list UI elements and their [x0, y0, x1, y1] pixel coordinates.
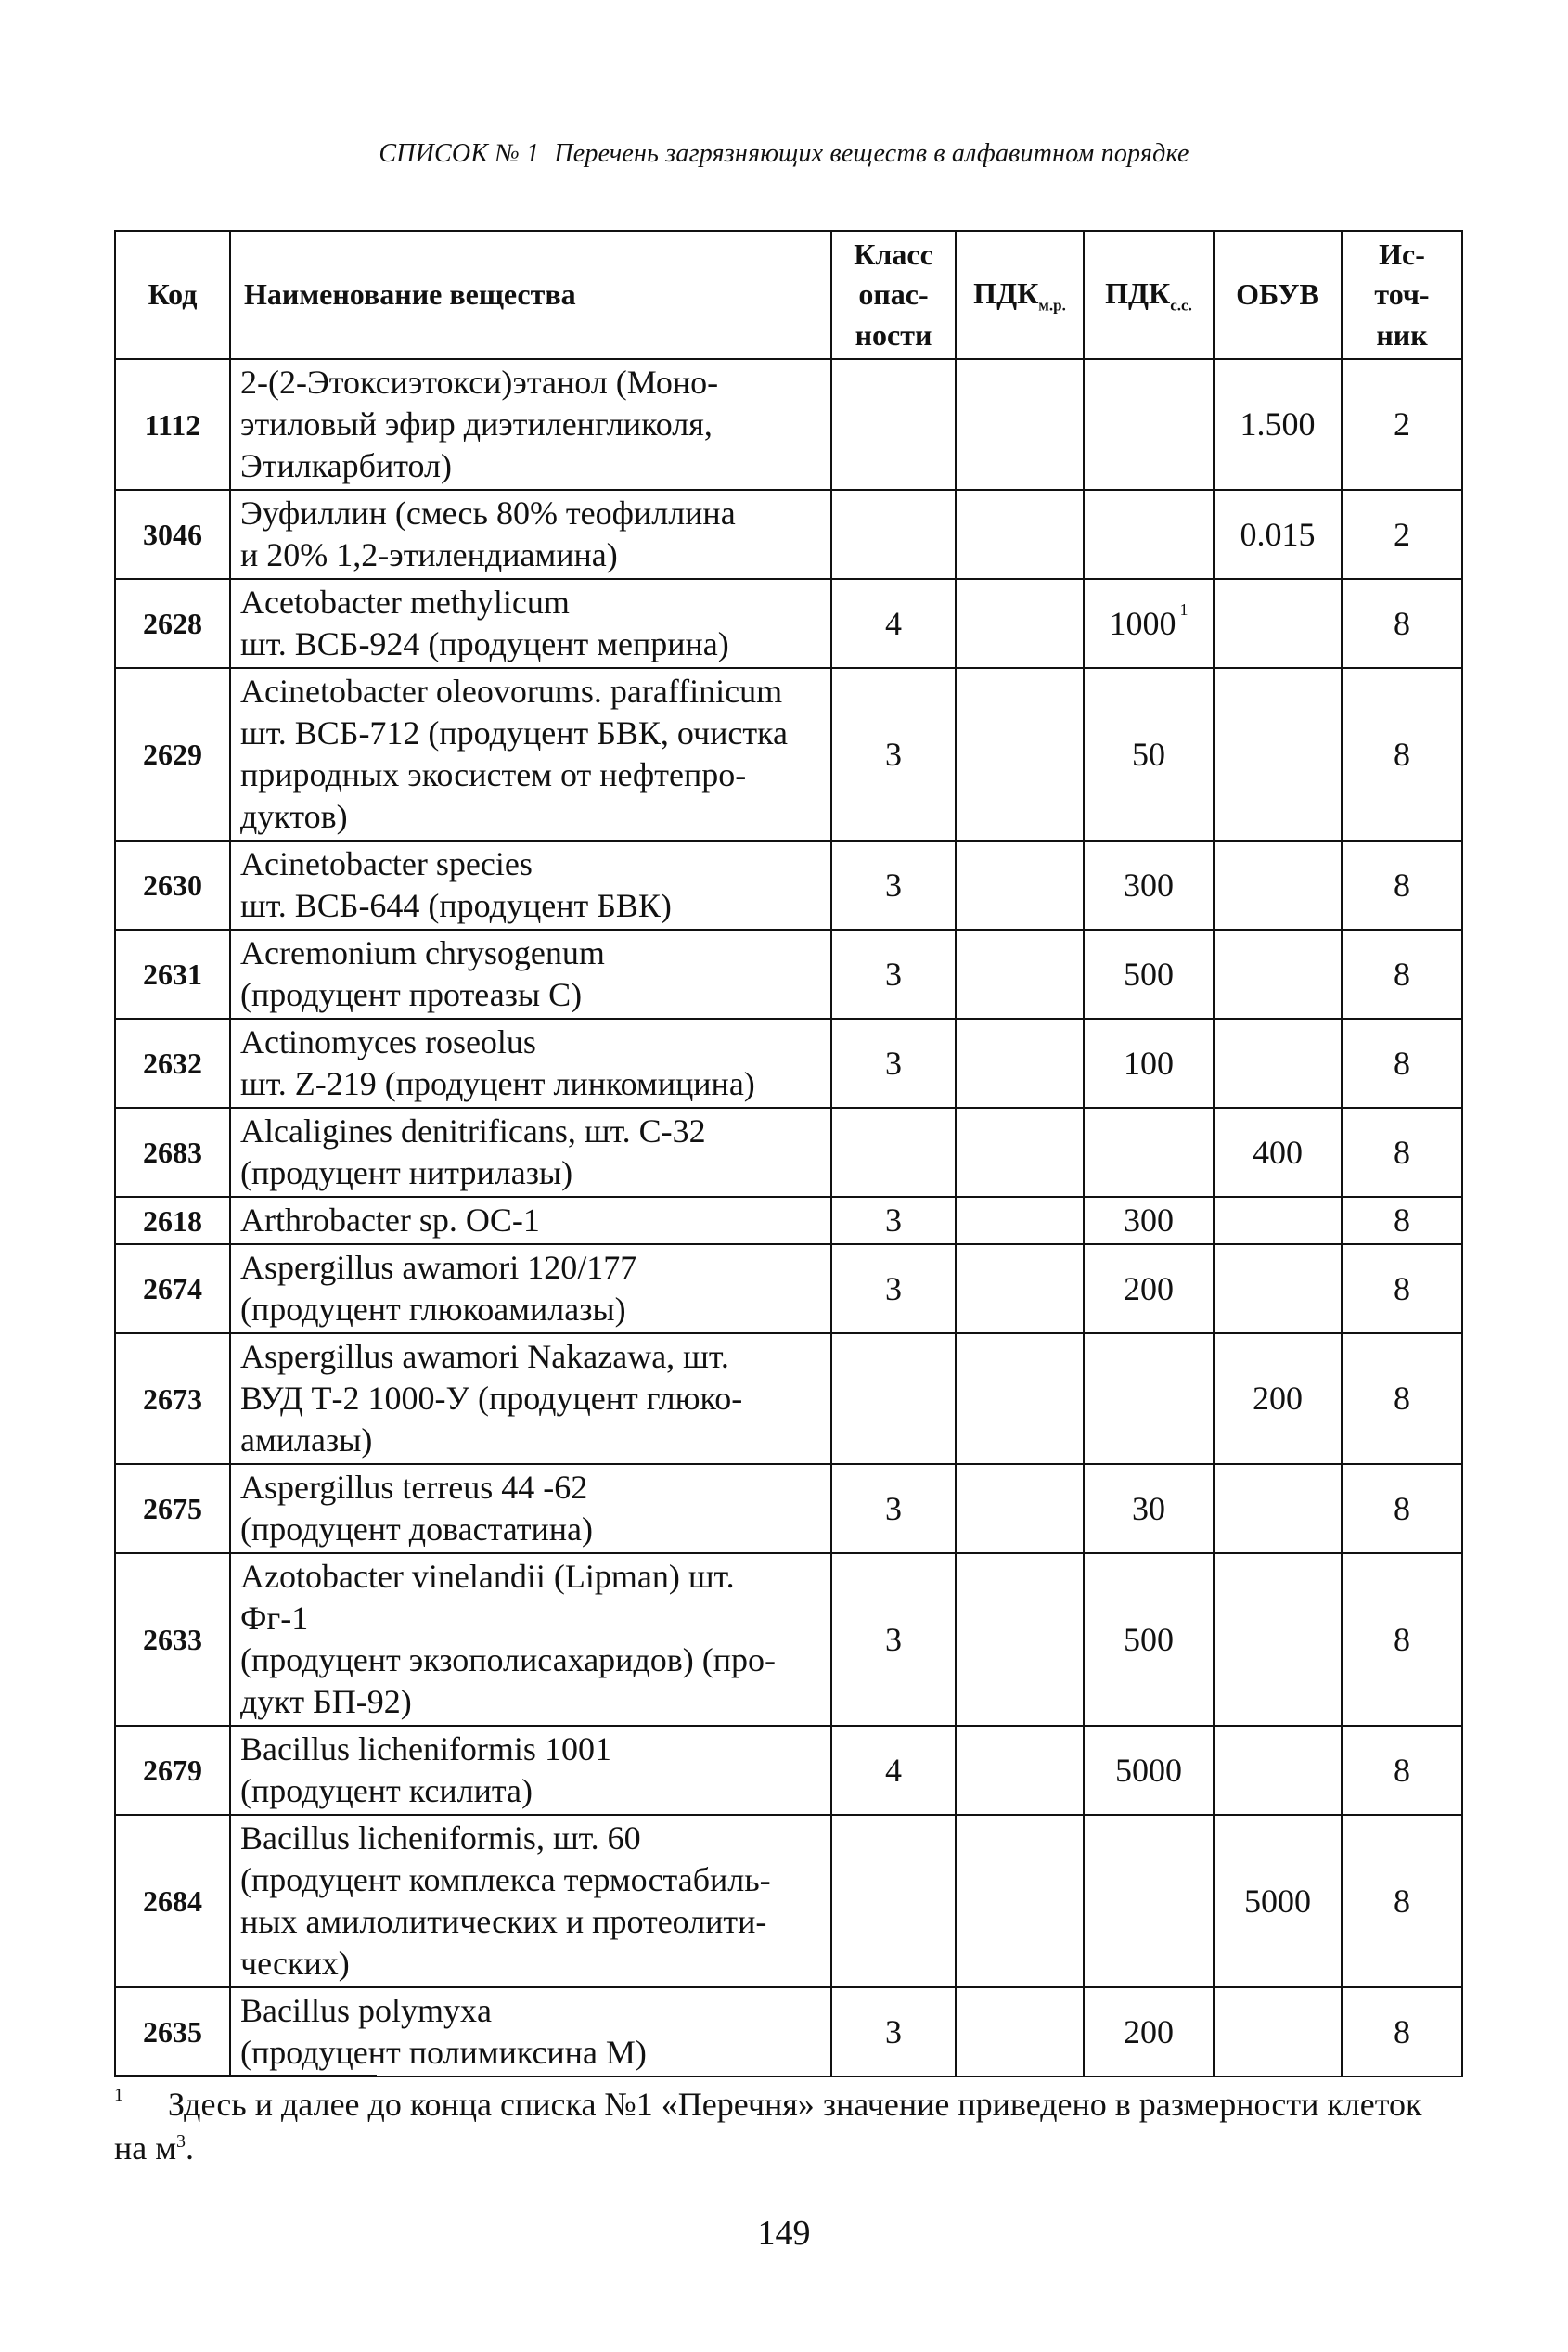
- cell-pdk-ss: [1084, 841, 1214, 930]
- cell-substance-name: Bacillus polymyxa (продуцент полимиксина М): [230, 1987, 831, 2076]
- cell-pdk-ss: [1084, 1019, 1214, 1108]
- cell-source: 8: [1342, 1987, 1462, 2076]
- cell-hazard-class: [831, 359, 956, 490]
- pdk-ss-value: 200: [1124, 2012, 1174, 2050]
- cell-obuv: [1214, 579, 1342, 668]
- cell-hazard-class: 3: [831, 1244, 956, 1333]
- table-row: [115, 1197, 1462, 1244]
- cell-substance-name: Acinetobacter species шт. ВСБ-644 (продуцент БВК): [230, 841, 831, 930]
- cell-pdk-mr: [956, 1464, 1084, 1553]
- col-header-code: Код: [115, 231, 230, 359]
- table-body: [115, 359, 1462, 2076]
- cell-pdk-ss: [1084, 1333, 1214, 1464]
- cell-code: 2684: [115, 1815, 230, 1987]
- list-number: СПИСОК № 1: [379, 139, 540, 168]
- cell-pdk-mr: [956, 359, 1084, 490]
- cell-obuv: [1214, 1019, 1342, 1108]
- pdk-mr-label: ПДК: [973, 276, 1039, 310]
- cell-substance-name: Aspergillus terreus 44 -62 (продуцент довастатина): [230, 1464, 831, 1553]
- cell-obuv: 1.500: [1214, 359, 1342, 490]
- cell-obuv: [1214, 1987, 1342, 2076]
- table-row: [115, 1553, 1462, 1726]
- pdk-ss-value: 5000: [1115, 1751, 1182, 1789]
- footnote-ref: 1: [1179, 599, 1189, 619]
- cell-substance-name: Arthrobacter sp. OC-1: [230, 1197, 831, 1244]
- cell-pdk-ss: [1084, 579, 1214, 668]
- table-row: [115, 490, 1462, 579]
- cell-code: 2632: [115, 1019, 230, 1108]
- cell-code: 2679: [115, 1726, 230, 1815]
- cell-source: 2: [1342, 490, 1462, 579]
- cell-pdk-mr: [956, 1019, 1084, 1108]
- cell-pdk-ss: [1084, 1815, 1214, 1987]
- table-row: [115, 1244, 1462, 1333]
- cell-pdk-mr: [956, 930, 1084, 1019]
- cell-obuv: [1214, 668, 1342, 841]
- cell-pdk-mr: [956, 1815, 1084, 1987]
- cell-source: 8: [1342, 1108, 1462, 1197]
- cell-pdk-mr: [956, 1108, 1084, 1197]
- cell-pdk-mr: [956, 490, 1084, 579]
- cell-hazard-class: [831, 1815, 956, 1987]
- cell-pdk-ss: [1084, 1987, 1214, 2076]
- footnote-text: Здесь и далее до конца списка №1 «Перечня» значение приведено в размерности клеток на м: [114, 2086, 1422, 2166]
- cell-substance-name: Aspergillus awamori 120/177 (продуцент глюкоамилазы): [230, 1244, 831, 1333]
- cell-code: 2683: [115, 1108, 230, 1197]
- cell-obuv: 200: [1214, 1333, 1342, 1464]
- cell-source: 8: [1342, 841, 1462, 930]
- pdk-ss-value: 1000: [1109, 604, 1176, 642]
- table-row: [115, 359, 1462, 490]
- cell-obuv: [1214, 1197, 1342, 1244]
- col-header-pdk-ss: [1084, 231, 1214, 359]
- cell-source: 8: [1342, 668, 1462, 841]
- footnote-divider: [114, 2075, 377, 2077]
- cell-hazard-class: 3: [831, 1019, 956, 1108]
- cell-code: 2631: [115, 930, 230, 1019]
- cell-hazard-class: 3: [831, 1197, 956, 1244]
- cell-obuv: [1214, 841, 1342, 930]
- col-header-source: Ис- точ- ник: [1342, 231, 1462, 359]
- cell-pdk-ss: [1084, 1553, 1214, 1726]
- cell-substance-name: Bacillus licheniformis 1001 (продуцент ксилита): [230, 1726, 831, 1815]
- cell-source: 8: [1342, 1244, 1462, 1333]
- cell-code: 2628: [115, 579, 230, 668]
- cell-pdk-mr: [956, 1197, 1084, 1244]
- cell-pdk-ss: [1084, 1108, 1214, 1197]
- page-number: 149: [757, 2214, 811, 2253]
- pdk-ss-value: 200: [1124, 1269, 1174, 1307]
- list-title: Перечень загрязняющих веществ в алфавитном порядке: [554, 139, 1189, 168]
- cell-hazard-class: [831, 1333, 956, 1464]
- pdk-ss-value: 30: [1132, 1489, 1165, 1527]
- cell-source: 8: [1342, 1019, 1462, 1108]
- pdk-ss-subscript: с.с.: [1170, 296, 1192, 315]
- pdk-ss-value: 50: [1132, 735, 1165, 773]
- cell-pdk-ss: [1084, 1726, 1214, 1815]
- cell-substance-name: Acinetobacter oleovorums. paraffinicum шт. ВСБ-712 (продуцент БВК, очистка природных экосистем от нефтепро- дуктов): [230, 668, 831, 841]
- cell-pdk-mr: [956, 1553, 1084, 1726]
- pdk-ss-value: 300: [1124, 866, 1174, 904]
- cell-pdk-mr: [956, 1333, 1084, 1464]
- cell-source: 8: [1342, 1464, 1462, 1553]
- table-header-row: [115, 231, 1462, 359]
- table-row: [115, 1726, 1462, 1815]
- cell-obuv: [1214, 1726, 1342, 1815]
- cell-source: 8: [1342, 1197, 1462, 1244]
- cell-pdk-mr: [956, 1726, 1084, 1815]
- pdk-ss-value: 500: [1124, 955, 1174, 993]
- pdk-ss-value: 300: [1124, 1202, 1174, 1239]
- cell-substance-name: Azotobacter vinelandii (Lipman) шт. Фг-1 (продуцент экзополисахаридов) (про- дукт БП-92): [230, 1553, 831, 1726]
- cell-obuv: [1214, 1553, 1342, 1726]
- cell-hazard-class: 3: [831, 930, 956, 1019]
- cell-substance-name: Эуфиллин (смесь 80% теофиллина и 20% 1,2-этилендиамина): [230, 490, 831, 579]
- footnote-unit-superscript: 3: [176, 2130, 186, 2152]
- cell-substance-name: Bacillus licheniformis, шт. 60 (продуцент комплекса термостабиль- ных амилолитических и протеолити- ческих): [230, 1815, 831, 1987]
- cell-pdk-mr: [956, 841, 1084, 930]
- cell-pdk-ss: [1084, 1197, 1214, 1244]
- cell-obuv: 0.015: [1214, 490, 1342, 579]
- cell-code: 3046: [115, 490, 230, 579]
- table-row: [115, 668, 1462, 841]
- cell-obuv: 5000: [1214, 1815, 1342, 1987]
- pdk-ss-label: ПДК: [1105, 276, 1171, 310]
- cell-hazard-class: 4: [831, 579, 956, 668]
- cell-hazard-class: 3: [831, 668, 956, 841]
- cell-hazard-class: 3: [831, 1553, 956, 1726]
- cell-code: 2635: [115, 1987, 230, 2076]
- cell-source: 8: [1342, 579, 1462, 668]
- cell-substance-name: Acremonium chrysogenum (продуцент протеазы С): [230, 930, 831, 1019]
- cell-code: 2675: [115, 1464, 230, 1553]
- table-row: [115, 579, 1462, 668]
- substances-table: [114, 230, 1463, 2077]
- cell-substance-name: Aspergillus awamori Nakazawa, шт. ВУД Т-2 1000-У (продуцент глюко- амилазы): [230, 1333, 831, 1464]
- footnote-end: .: [186, 2128, 195, 2166]
- cell-source: 8: [1342, 1333, 1462, 1464]
- col-header-hazard-class: Класс опас- ности: [831, 231, 956, 359]
- cell-source: 8: [1342, 1726, 1462, 1815]
- table-row: [115, 1987, 1462, 2076]
- cell-substance-name: Alcaligines denitrificans, шт. С-32 (продуцент нитрилазы): [230, 1108, 831, 1197]
- cell-hazard-class: 3: [831, 841, 956, 930]
- cell-obuv: [1214, 1464, 1342, 1553]
- cell-substance-name: 2-(2-Этоксиэтокси)этанол (Моно- этиловый эфир диэтиленгликоля, Этилкарбитол): [230, 359, 831, 490]
- cell-hazard-class: 3: [831, 1987, 956, 2076]
- table-row: [115, 1464, 1462, 1553]
- cell-pdk-ss: [1084, 1244, 1214, 1333]
- table-row: [115, 1815, 1462, 1987]
- page-header: [0, 139, 1568, 169]
- cell-pdk-ss: [1084, 930, 1214, 1019]
- table-row: [115, 841, 1462, 930]
- col-header-obuv: ОБУВ: [1214, 231, 1342, 359]
- cell-pdk-ss: [1084, 359, 1214, 490]
- cell-hazard-class: [831, 490, 956, 579]
- cell-obuv: [1214, 930, 1342, 1019]
- cell-pdk-mr: [956, 668, 1084, 841]
- cell-code: 2629: [115, 668, 230, 841]
- table-row: [115, 1108, 1462, 1197]
- cell-obuv: 400: [1214, 1108, 1342, 1197]
- cell-code: 2674: [115, 1244, 230, 1333]
- cell-pdk-ss: [1084, 668, 1214, 841]
- cell-source: 8: [1342, 930, 1462, 1019]
- table-row: [115, 1019, 1462, 1108]
- cell-pdk-ss: [1084, 1464, 1214, 1553]
- cell-source: 2: [1342, 359, 1462, 490]
- cell-code: 2618: [115, 1197, 230, 1244]
- cell-hazard-class: [831, 1108, 956, 1197]
- cell-source: 8: [1342, 1553, 1462, 1726]
- cell-code: 1112: [115, 359, 230, 490]
- footnote: [114, 2083, 1450, 2170]
- pdk-ss-value: 500: [1124, 1620, 1174, 1658]
- cell-obuv: [1214, 1244, 1342, 1333]
- cell-hazard-class: 3: [831, 1464, 956, 1553]
- table-row: [115, 930, 1462, 1019]
- cell-code: 2633: [115, 1553, 230, 1726]
- cell-pdk-mr: [956, 1987, 1084, 2076]
- cell-pdk-mr: [956, 1244, 1084, 1333]
- footnote-mark: 1: [114, 2085, 123, 2105]
- pdk-ss-value: 100: [1124, 1044, 1174, 1082]
- col-header-pdk-mr: [956, 231, 1084, 359]
- pdk-mr-subscript: м.р.: [1038, 296, 1066, 315]
- cell-hazard-class: 4: [831, 1726, 956, 1815]
- cell-code: 2673: [115, 1333, 230, 1464]
- cell-code: 2630: [115, 841, 230, 930]
- cell-substance-name: Actinomyces roseolus шт. Z-219 (продуцент линкомицина): [230, 1019, 831, 1108]
- cell-pdk-ss: [1084, 490, 1214, 579]
- cell-pdk-mr: [956, 579, 1084, 668]
- cell-source: 8: [1342, 1815, 1462, 1987]
- cell-substance-name: Acetobacter methylicum шт. ВСБ-924 (продуцент меприна): [230, 579, 831, 668]
- col-header-name: Наименование вещества: [230, 231, 831, 359]
- table-row: [115, 1333, 1462, 1464]
